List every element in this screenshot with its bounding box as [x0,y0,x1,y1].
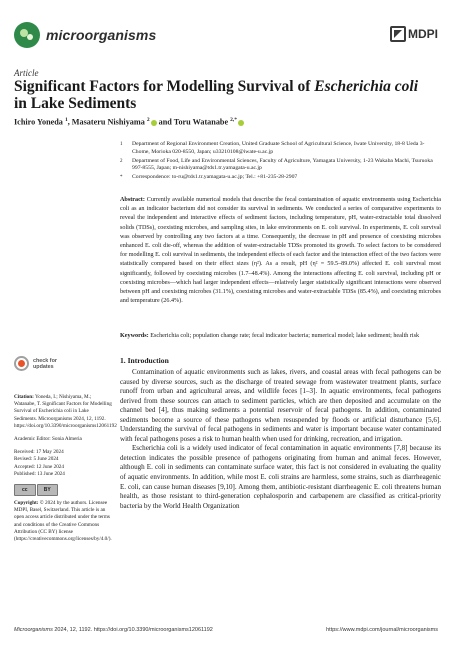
affiliation-item: 2 Department of Food, Life and Environmental Sciences, Faculty of Agriculture, Yamagata University, 1-23 Wakaba Machi, Tsuruoka 997-8555, Japan; m-nishiyama@tds1.tr.yamagata-u.ac.jp [120,157,433,171]
microorganisms-logo-icon [14,22,40,48]
author-name[interactable]: and Toru Watanabe [156,117,231,127]
cc-by-license-icon[interactable]: cc BY [14,484,58,496]
mdpi-logo[interactable] [390,26,438,42]
article-title: Significant Factors for Modelling Survival of Escherichia coli in Lake Sediments [14,78,418,112]
introduction-body [120,368,441,511]
keywords [120,332,441,341]
author-list: Ichiro Yoneda $^1$, Masateru Nishiyama $^2$ and Toru Watanabe $^{2,*}$ [14,117,434,127]
check-for-updates-button[interactable]: check for updates [14,356,57,371]
paragraph: Escherichia coli is a widely used indicator of fecal contamination in aquatic environments [7,8] because its detection indicates the possible presence of pathogens originating from human and animal feces. However, although E. coli in sediments can contaminate surface water, this fact is not considered in evaluating the quality of aquatic environments. In addition, while most E. coli strains are harmless, some strains, such as diarrheagenic E. coli, can cause human diseases [9,10]. Among them, antibiotic-resistant diarrheagenic E. coli threatens human health, as those resistant to third-generation cephalosporin and carbapenem are classified as critical-priority bacteria by the World Health Organization [120,444,441,510]
section-heading-introduction: 1. Introduction [120,356,169,365]
abstract-label: Abstract: [120,197,145,203]
page-footer [14,627,438,633]
author-name[interactable]: , Masateru Nishiyama [67,117,147,127]
article-type: Article [14,68,39,78]
affiliation-item: 1 Department of Regional Environment Creation, United Graduate School of Agricultural Science, Iwate University, 18-8 Ueda 3-Chome, Morioka 020-8550, Japan; u33210108@iwate-u.ac.jp [120,141,425,155]
author-name[interactable]: Ichiro Yoneda [14,117,65,127]
journal-logo[interactable] [14,22,156,48]
abstract-text: Currently available numerical models that describe the fecal contamination of aquatic environments using Escherichia coli as an indicator bacterium did not consider its survival in sediments. We conducted a series of comparative experiments to reveal the independent and interactive effects of sediment factors, including temperature, pH, water-extractable total dissolved solids (TDSs), coexisting microbes, and sampling sites, in lake environments on E. coli survival. In experiments, E. coli survival was observed by controlling any two factors at a time. Consequently, the decrease in pH and presence of coexisting microbes enhanced E. coli die-off, whereas the addition of water-extractable TDSs promoted its growth. To select factors to be considered for modelling E. coli survival in sediments, the independent effects of each factor and the interaction effect of the two factors were statistically compared based on their effect sizes (η²). As a result, pH (η² = 59.5–89.0%) affected E. coli survival most significantly, followed by coexisting microbes (1.7–48.4%). Among the interactions affecting E. coli survival, including pH or coexisting microbes—which had larger independent effects—relatively larger statistically significant interactions were observed between pH and coexisting microbes (31.1%), coexisting microbes and water-extractable TDSs (85.4%), and coexisting microbes and temperature (26.4%). [120,197,441,305]
mdpi-logo-icon [390,26,406,42]
citation: Citation: Yoneda, I.; Nishiyama, M.; Watanabe, T. Significant Factors for Modelling Survival of Escherichia coli in Lake Sediments. Microorganisms 2024, 12, 1192. https://doi.org/10.3390/microorganisms12061192 [14,394,117,429]
orcid-icon[interactable] [238,120,244,126]
publisher-name: MDPI [408,27,438,41]
academic-editor: Academic Editor: Sonia Almeria [14,436,82,443]
journal-name: microorganisms [46,27,157,43]
abstract [120,196,441,306]
keywords-text: Escherichia coli; population change rate; fecal indicator bacteria; numerical model; lake sediment; health risk [150,333,420,339]
keywords-label: Keywords: [120,333,149,339]
check-updates-icon [14,356,29,371]
copyright: Copyright: © 2024 by the authors. Licensee MDPI, Basel, Switzerland. This article is an open access article distributed under the terms and conditions of the Creative Commons Attribution (CC BY) license (https://creativecommons.org/licenses/by/4.0/). [14,500,112,543]
footer-citation[interactable]: Microorganisms 2024, 12, 1192. https://doi.org/10.3390/microorganisms12061192 [14,627,213,633]
correspondence: * Correspondence: to-ru@tds1.tr.yamagata-u.ac.jp; Tel.: +81-235-28-2907 [120,174,298,180]
footer-journal-link[interactable]: https://www.mdpi.com/journal/microorganisms [326,627,438,633]
paragraph: Contamination of aquatic environments such as lakes, rivers, and coastal areas with fecal pathogens can be caused by diverse sources, such as the discharge of treated sewage from wastewater treatment plants, surface runoff from urban and agricultural areas, and wildlife feces [1–3]. In aquatic environments, fecal pathogens derived from these sources can attach to sediment particles, which are then deposited and accumulate on the channel bed [4], thus making sediments a potential reservoir of fecal pathogens. In addition, contaminated sediments become a source of these pathogens when resuspended by floods or artificial disturbance [5,6]. Understanding the survival of fecal pathogens in sediments and water is important because water contaminated with fecal pathogens poses a risk to human health when used for drinking, recreation, and irrigation. [120,368,441,443]
affiliations [120,141,440,183]
article-sidebar [14,394,117,549]
article-dates: Received: 17 May 2024 Revised: 5 June 2024 Accepted: 12 June 2024 Published: 13 June 2024 [14,449,65,477]
